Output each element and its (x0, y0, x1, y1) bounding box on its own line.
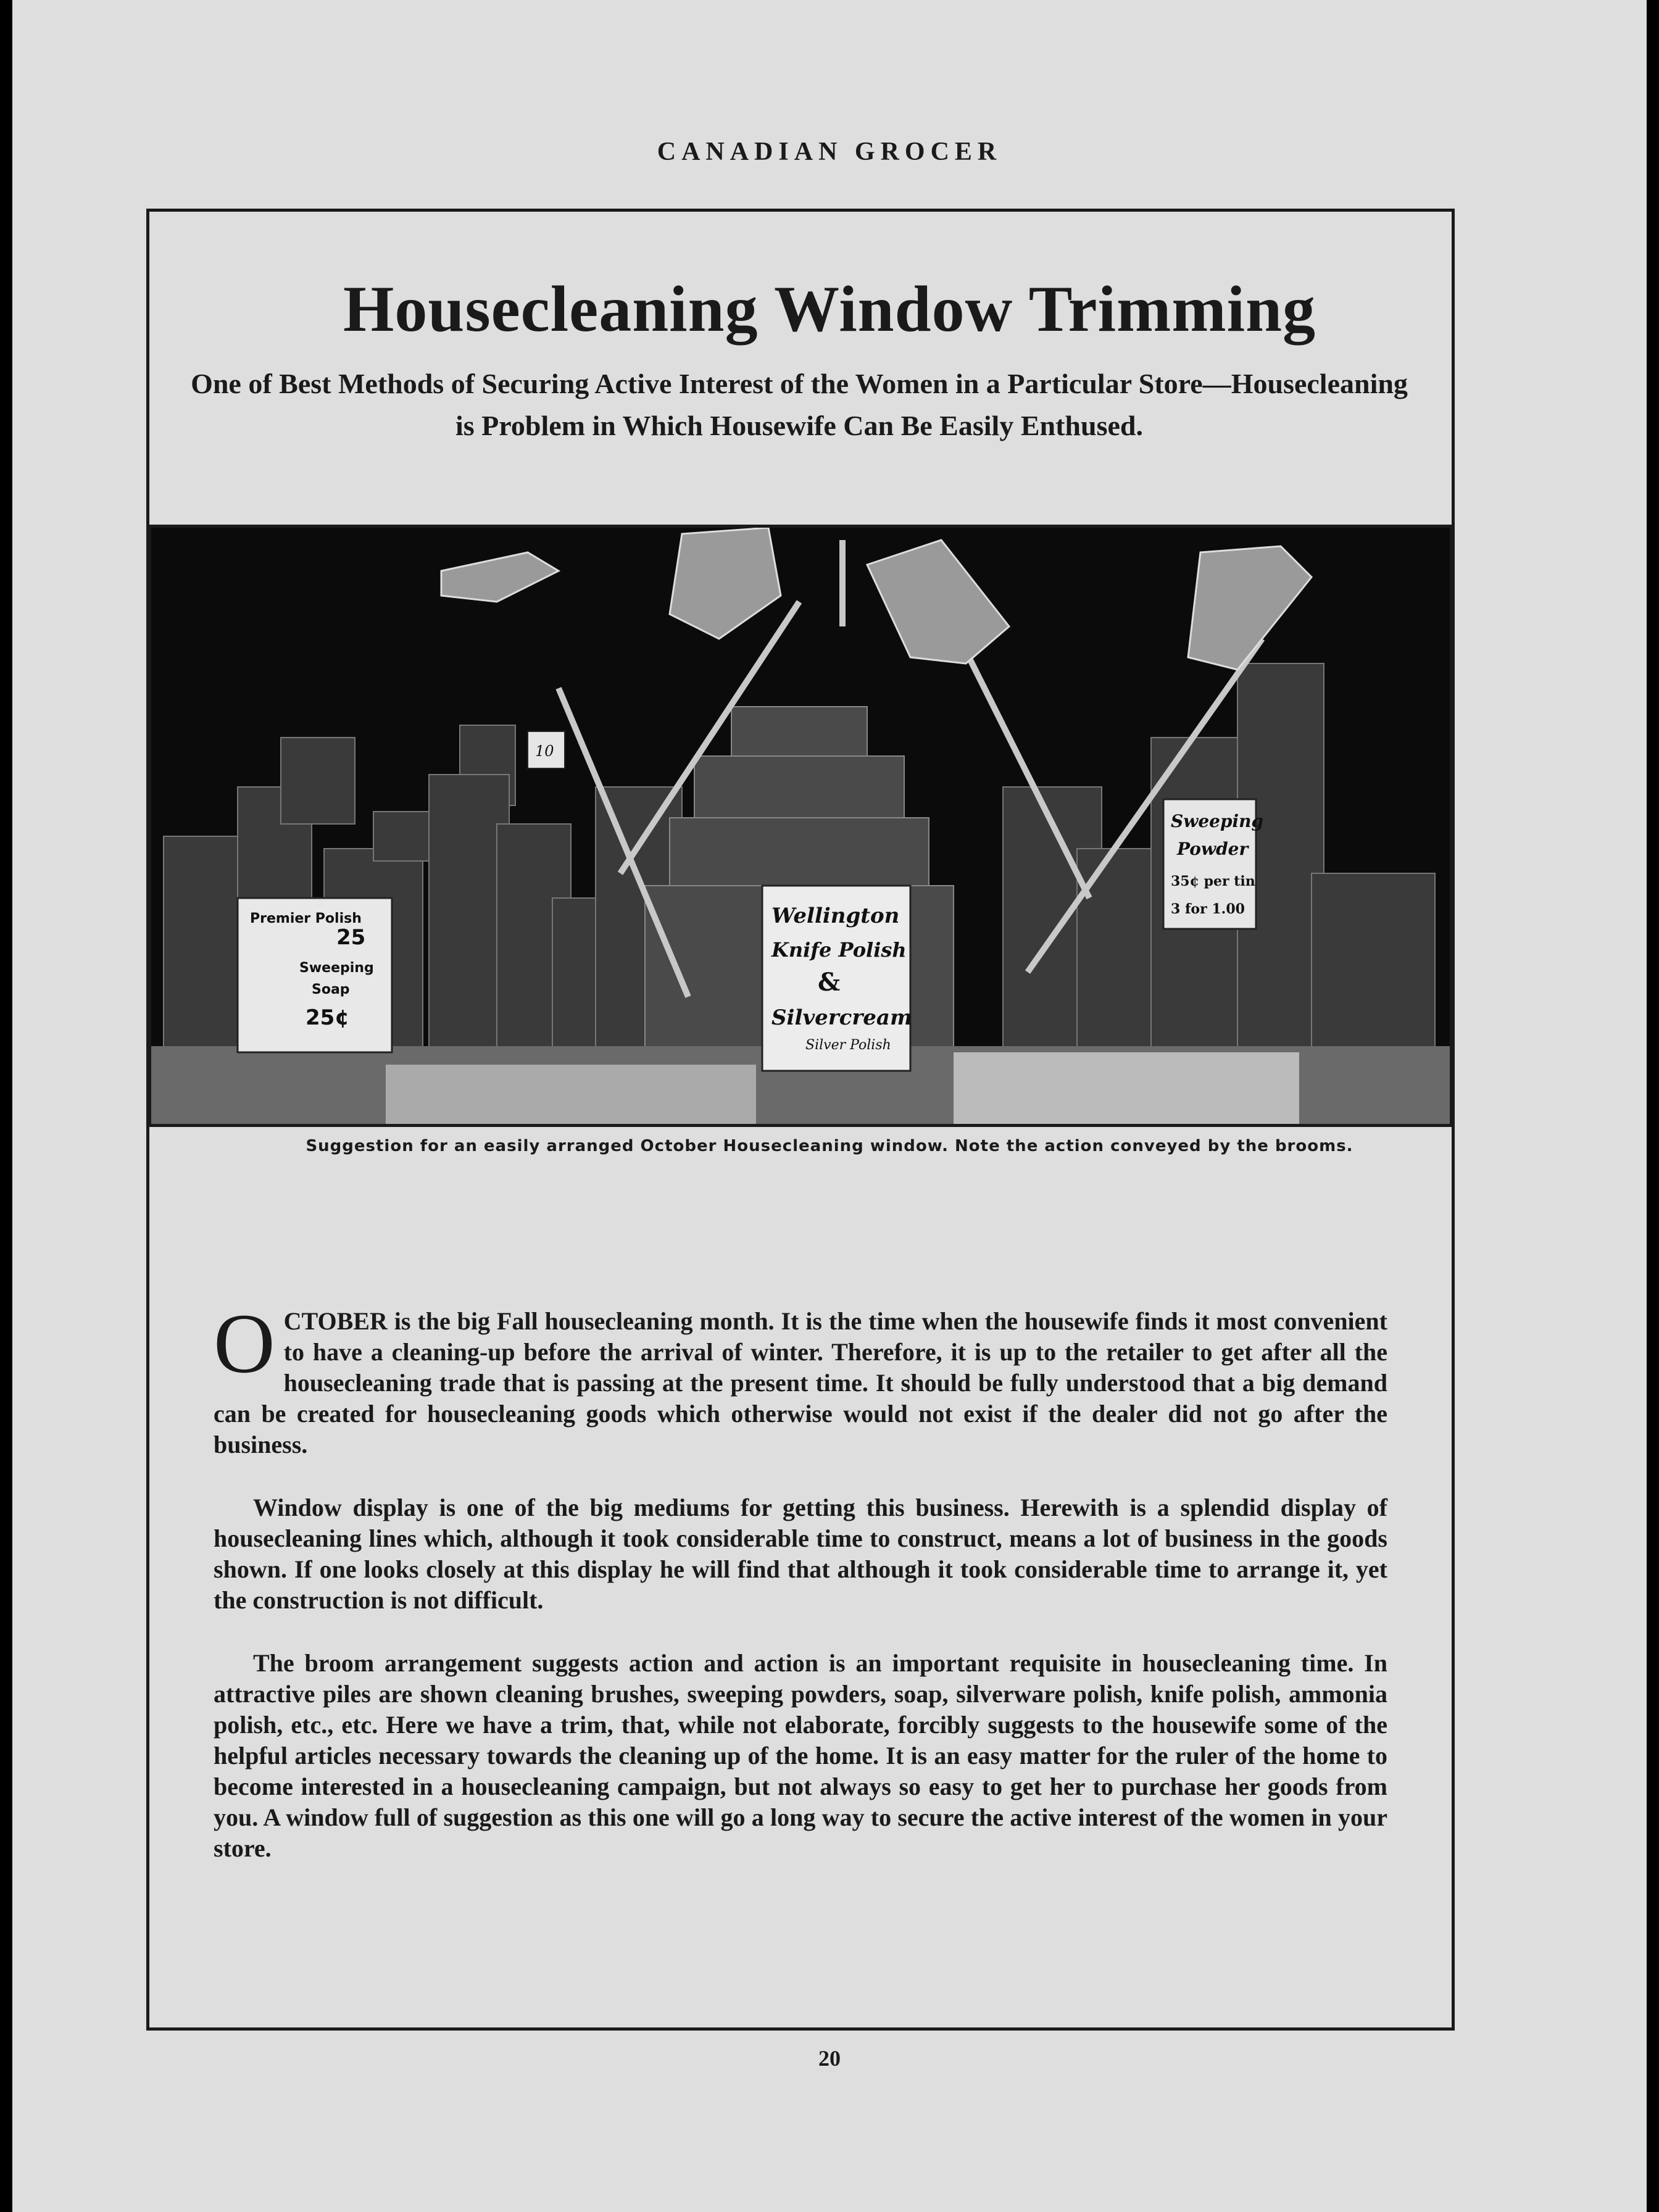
svg-text:35¢ per tin: 35¢ per tin (1171, 873, 1255, 889)
sign-center (762, 886, 912, 1071)
paragraph-1-text: CTOBER is the big Fall housecleaning month. It is the time when the housewife finds it most convenient to have a cleaning-up before the arrival of winter. Therefore, it is up to the retailer to get after all the housecleaning trade that is passing at the present time. It should be fully understood that a big demand can be created for housecleaning goods which otherwise would not exist if the dealer did not go after the business. (214, 1307, 1387, 1458)
svg-text:Wellington: Wellington (771, 904, 900, 928)
svg-text:&: & (818, 968, 841, 997)
svg-text:Silver Polish: Silver Polish (805, 1037, 891, 1053)
page-number: 20 (818, 2046, 841, 2071)
sign-right (1163, 799, 1263, 929)
photo-illustration (151, 528, 1450, 1124)
svg-text:Soap: Soap (312, 982, 350, 997)
svg-text:Sweeping: Sweeping (1171, 811, 1264, 831)
svg-text:Powder: Powder (1177, 839, 1249, 859)
svg-text:10: 10 (535, 742, 554, 760)
svg-text:3 for 1.00: 3 for 1.00 (1171, 901, 1245, 917)
paragraph-1 (214, 1296, 1387, 1460)
drop-cap: O (214, 1296, 275, 1391)
svg-text:Knife Polish: Knife Polish (771, 938, 907, 962)
window-display-photo (148, 525, 1453, 1127)
headline: Housecleaning Window Trimming (343, 273, 1316, 345)
svg-text:Sweeping: Sweeping (299, 960, 374, 976)
svg-text:Silvercream: Silvercream (771, 1005, 912, 1030)
sign-left (238, 898, 392, 1052)
svg-text:Premier Polish: Premier Polish (250, 911, 362, 926)
masthead: CANADIAN GROCER (657, 138, 1002, 166)
svg-text:25¢: 25¢ (306, 1005, 349, 1030)
svg-text:25: 25 (336, 925, 366, 950)
paragraph-2: Window display is one of the big mediums for getting this business. Herewith is a splendid display of housecleaning lines which, although it took considerable time to construct, means a lot of business in the goods shown. If one looks closely at this display he will find that although it took considerable time to arrange it, yet the construction is not difficult. (214, 1494, 1387, 1614)
subheadline: One of Best Methods of Securing Active Interest of the Women in a Particular Store—Housecleaning is Problem in Which Housewife Can Be Easily Enthused. (191, 368, 1408, 441)
article-body (214, 1296, 1387, 1896)
photo-caption: Suggestion for an easily arranged October Housecleaning window. Note the action conveyed by the brooms. (306, 1137, 1353, 1155)
price-tag (528, 731, 565, 768)
paragraph-3: The broom arrangement suggests action and action is an important requisite in housecleaning time. In attractive piles are shown cleaning brushes, sweeping powders, soap, silverware polish, knife polish, ammonia polish, etc., etc. Here we have a trim, that, while not elaborate, forcibly suggests to the housewife some of the helpful articles necessary towards the cleaning up of the home. It is an easy matter for the ruler of the home to become interested in a housecleaning campaign, but not always so easy to get her to purchase her goods from you. A window full of suggestion as this one will go a long way to secure the active interest of the women in your store. (214, 1649, 1387, 1862)
